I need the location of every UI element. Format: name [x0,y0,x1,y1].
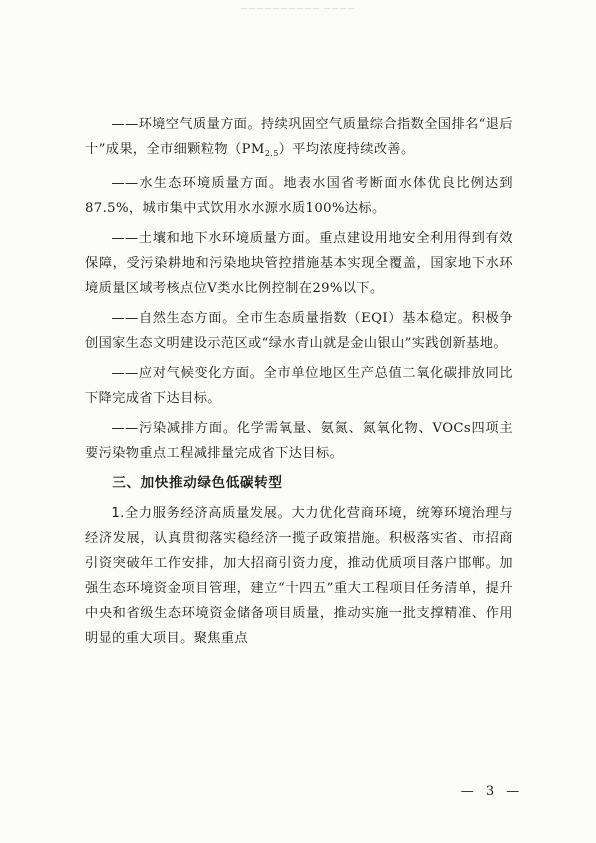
paragraph-lead: ——应对气候变化方面。 [111,366,264,381]
paragraph-text: 重点建设用地安全利用得到有效保障，受污染耕地和污染地块管控措施基本实现全覆盖，国家地下水环境质量区域考核点位Ⅴ类水比例控制在29%以下。 [85,231,513,296]
paragraph-text: 化学需氧量、氨氮、氮氧化物、VOCs四项主要污染物重点工程减排量完成省下达目标。 [85,421,513,461]
header-mark: —————————— ———— [240,4,356,12]
paragraph-lead: ——自然生态方面。 [111,311,237,326]
paragraph-natural-ecology [85,306,513,356]
section-heading: 三、加快推动绿色低碳转型 [112,475,283,491]
paragraph-text: 全市单位地区生产总值二氧化碳排放同比下降完成省下达目标。 [85,366,513,406]
paragraph-lead: ——水生态环境质量方面。 [111,176,284,191]
paragraph-soil-groundwater [85,226,513,301]
paragraph-emission-reduction [85,416,513,466]
paragraph-text: 全市生态质量指数（EQI）基本稳定。积极争创国家生态文明建设示范区或“绿水青山就是金山银山”实践创新基地。 [85,311,513,351]
paragraph-lead: 1.全力服务经济高质量发展。 [111,506,292,521]
paragraph-lead: ——环境空气质量方面。 [111,117,262,132]
paragraph-text: 地表水国省考断面水体优良比例达到87.5%，城市集中式饮用水水源水质100%达标。 [85,176,513,216]
paragraph-air-quality [85,112,513,166]
paragraph-text: 大力优化营商环境，统筹环境治理与经济发展，认真贯彻落实稳经济一揽子政策措施。积极落实省、市招商引资突破年工作安排，加大招商引资力度，推动优质项目落户邯郸。加强生态环境资金项目管理，建立“十四五”重大工程项目任务清单，提升中央和省级生态环境资金储备项目质量，推动实施一批支撑精准、作用明显的重大项目。聚焦重点 [85,506,513,646]
subscript: 2.5 [264,149,279,158]
paragraph-climate-change [85,361,513,411]
document-body [85,112,513,656]
paragraph-water-quality [85,171,513,221]
paragraph-text-tail: ）平均浓度持续改善。 [278,142,415,157]
paragraph-item-1 [85,501,513,651]
page-number: — 3 — [460,784,524,799]
paragraph-lead: ——土壤和地下水环境质量方面。 [111,231,320,246]
paragraph-lead: ——污染减排方面。 [111,421,237,436]
paragraph-text: 持续巩固空气质量综合指数全国排名“退后十”成果，全市细颗粒物（PM [85,117,514,157]
